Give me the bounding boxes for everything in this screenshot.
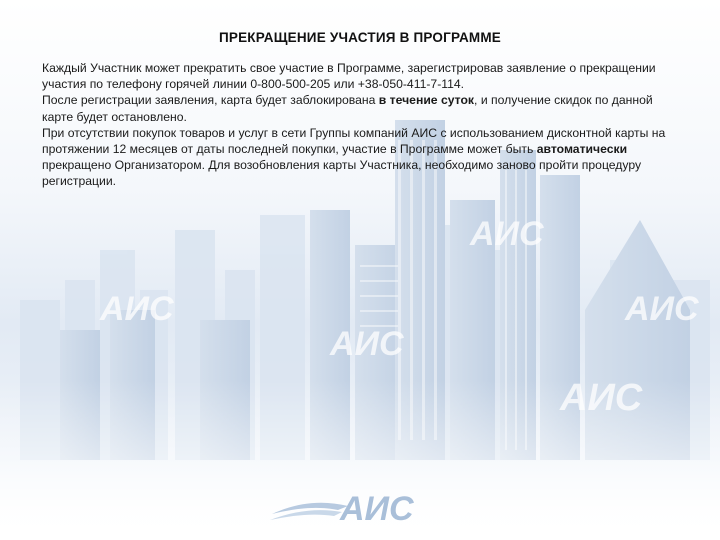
paragraph-2-bold: в течение суток [378,93,475,108]
page-title: ПРЕКРАЩЕНИЕ УЧАСТИЯ В ПРОГРАММЕ [218,30,502,45]
paragraph-2 [42,92,687,124]
ais-logo [268,484,438,530]
logo-swoosh-icon [270,503,348,520]
paragraph-3 [42,125,687,190]
svg-text:АИС: АИС [100,290,174,328]
svg-text:АИС: АИС [625,290,699,328]
paragraph-2-end: , и получение скидок по данной карте будет остановлено. [42,93,653,124]
svg-text:АИС: АИС [330,325,404,363]
body-text [42,60,687,190]
paragraph-3-start: При отсутствии покупок товаров и услуг в сети Группы компаний АИС с использованием дисконтной карты на протяжении 12 месяцев от даты последней покупки, участие в Программе может быть [42,125,666,157]
logo-text: АИС [340,490,414,528]
paragraph-3-end: прекращено Организатором. Для возобновления карты Участника, необходимо заново пройти процедуру регистрации. [42,158,642,189]
paragraph-2-start: После регистрации заявления, карта будет заблокирована [42,93,379,108]
paragraph-1: Каждый Участник может прекратить свое участие в Программе, зарегистрировав заявление о прекращении участия по телефону горячей линии 0-800-500-205 или +38-050-411-7-114. [42,61,656,92]
svg-text:АИС: АИС [470,215,544,253]
paragraph-3-bold: автоматически [536,142,628,157]
